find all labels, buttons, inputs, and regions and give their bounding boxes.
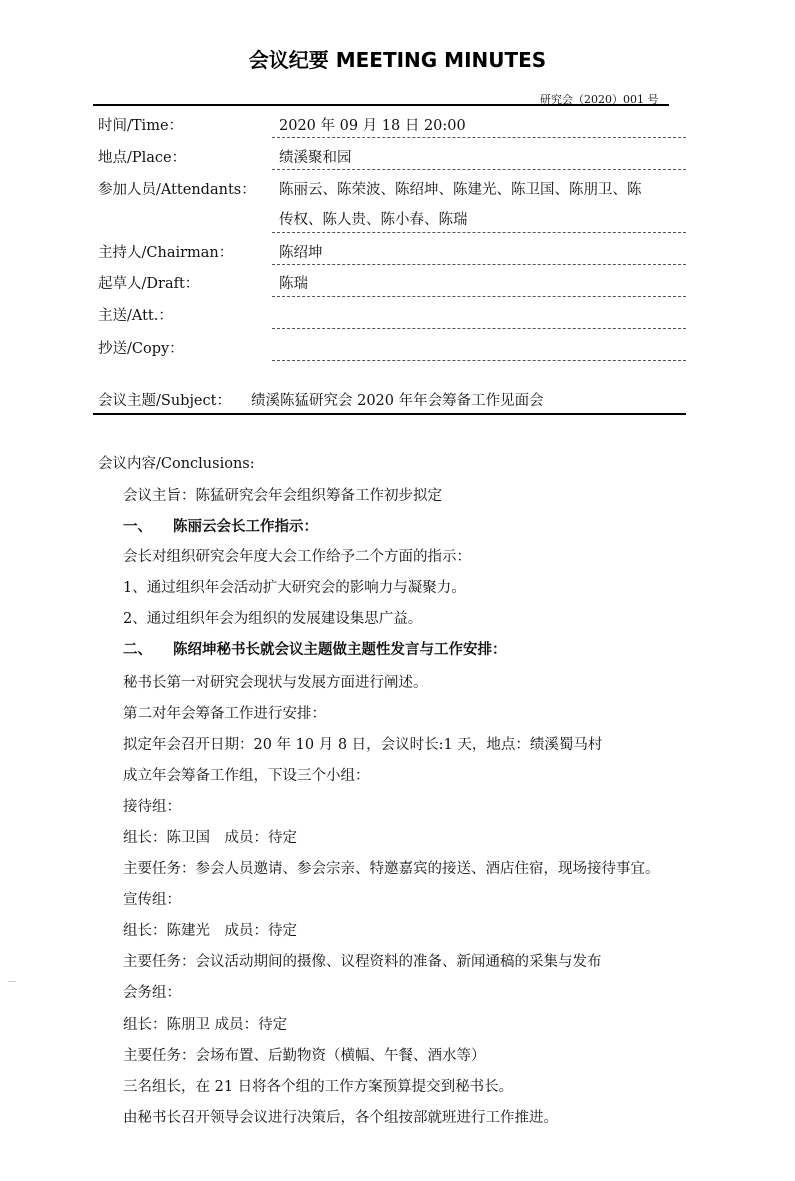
document-title: 会议纪要 MEETING MINUTES	[248, 48, 547, 72]
body-line: 由秘书长召开领导会议进行决策后，各个组按部就班进行工作推进。	[123, 1110, 558, 1126]
body-line: 1、通过组织年会活动扩大研究会的影响力与凝聚力。	[123, 580, 466, 596]
body-line: 成立年会筹备工作组，下设三个小组：	[123, 768, 370, 784]
subject-rule	[93, 413, 686, 415]
body-line: 主要任务：会场布置、后勤物资（横幅、午餐、酒水等）	[123, 1048, 486, 1064]
field-value-attendants-cont: 传权、陈人贵、陈小春、陈瑞	[279, 212, 468, 228]
body-line: 秘书长第一对研究会现状与发展方面进行阐述。	[123, 675, 428, 691]
body-line: 第二对年会筹备工作进行安排：	[123, 706, 326, 722]
section-heading-2	[123, 638, 507, 659]
body-line: 接待组：	[123, 799, 181, 815]
field-value-chairman: 陈绍坤	[279, 245, 323, 261]
section-number: 一、	[123, 519, 152, 535]
body-line: 组长：陈建光 成员：待定	[123, 923, 297, 939]
section-title: 陈绍坤秘书长就会议主题做主题性发言与工作安排：	[173, 642, 507, 658]
field-underline	[272, 169, 686, 170]
section-title: 陈丽云会长工作指示：	[173, 519, 318, 535]
subject-label: 会议主题/Subject：	[98, 393, 231, 409]
field-underline	[272, 296, 686, 297]
field-label-draft: 起草人/Draft：	[98, 276, 200, 292]
body-line: 拟定年会召开日期：20 年 10 月 8 日，会议时长:1 天，地点：绩溪蜀马村	[123, 737, 603, 753]
field-value-attendants: 陈丽云、陈荣波、陈绍坤、陈建光、陈卫国、陈朋卫、陈	[279, 182, 642, 198]
field-underline	[272, 360, 686, 361]
document-number: 研究会（2020）001 号	[540, 93, 659, 106]
body-line: 三名组长，在 21 日将各个组的工作方案预算提交到秘书长。	[123, 1079, 514, 1095]
body-line: 2、通过组织年会为组织的发展建设集思广益。	[123, 611, 423, 627]
conclusions-label: 会议内容/Conclusions:	[98, 456, 255, 472]
field-underline	[272, 232, 686, 233]
body-line: 主要任务：参会人员邀请、参会宗亲、特邀嘉宾的接送、酒店住宿，现场接待事宜。	[123, 861, 660, 877]
section-heading-1	[123, 515, 318, 536]
body-line: 组长：陈卫国 成员：待定	[123, 830, 297, 846]
section-number: 二、	[123, 642, 152, 658]
field-label-att: 主送/Att.：	[98, 308, 173, 324]
field-underline	[272, 264, 686, 265]
body-line: 宣传组：	[123, 892, 181, 908]
field-label-copy: 抄送/Copy：	[98, 341, 184, 357]
field-label-place: 地点/Place：	[98, 150, 187, 166]
body-line: 主要任务：会议活动期间的摄像、议程资料的准备、新闻通稿的采集与发布	[123, 954, 602, 970]
field-value-place: 绩溪聚和园	[279, 150, 352, 166]
field-value-draft: 陈瑞	[279, 276, 308, 292]
body-line: 组长：陈朋卫 成员：待定	[123, 1017, 288, 1033]
body-line: 会长对组织研究会年度大会工作给予二个方面的指示：	[123, 549, 471, 565]
body-line: 会务组：	[123, 985, 181, 1001]
meeting-purpose: 会议主旨：陈猛研究会年会组织筹备工作初步拟定	[123, 488, 442, 504]
field-underline	[272, 137, 686, 138]
margin-mark	[8, 981, 16, 982]
field-label-attendants: 参加人员/Attendants：	[98, 182, 256, 198]
header-rule	[93, 104, 669, 106]
subject-value: 绩溪陈猛研究会 2020 年年会筹备工作见面会	[251, 393, 544, 409]
field-label-time: 时间/Time：	[98, 118, 184, 134]
field-value-time: 2020 年 09 月 18 日 20:00	[279, 118, 466, 134]
field-label-chairman: 主持人/Chairman：	[98, 245, 234, 261]
field-underline	[272, 328, 686, 329]
